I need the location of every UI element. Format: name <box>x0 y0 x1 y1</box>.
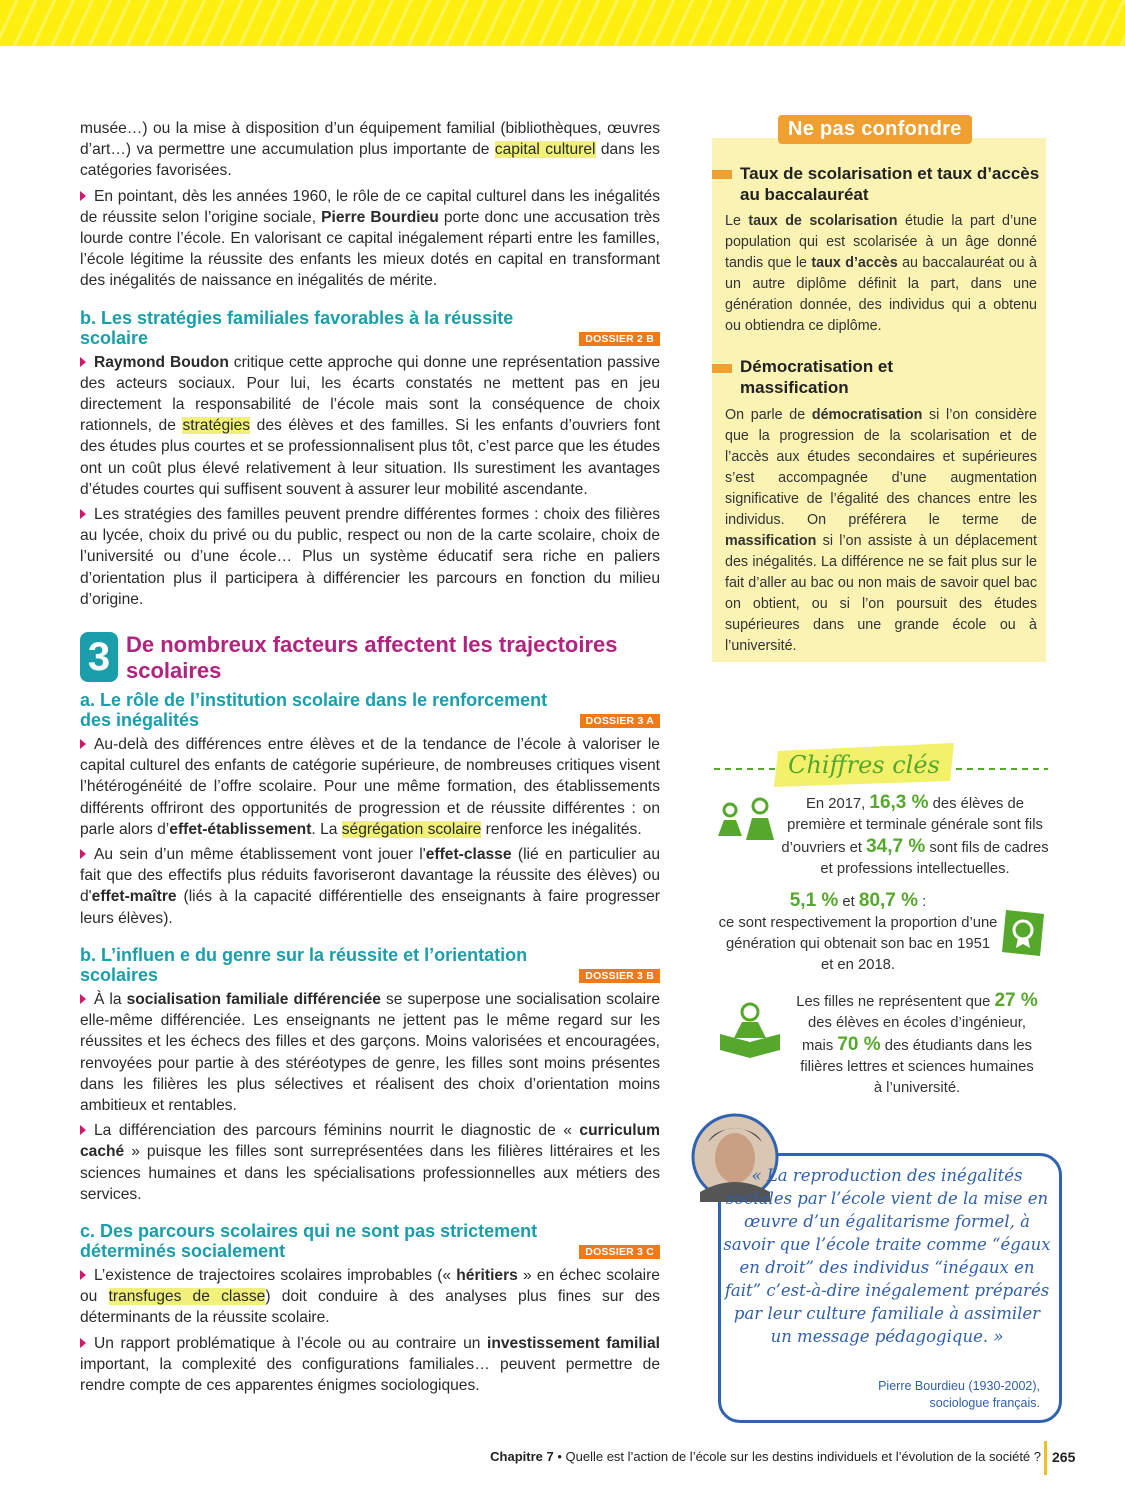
bullet-icon <box>80 994 86 1004</box>
page-footer <box>0 1449 1125 1471</box>
bullet-icon <box>80 849 86 859</box>
ne-pas-confondre-title: Ne pas confondre <box>778 115 972 144</box>
footer-chapter-title: Chapitre 7 • Quelle est l’action de l’école sur les destins individuels et l’évolution de la société ? <box>490 1449 1041 1464</box>
paragraph-effet-classe: Au sein d’un même établissement vont jouer l'effet-classe (lié en particulier au fait que des effectifs plus réduits favoriseront davantage la réussite des élèves) ou d'effet-maître (liés à la capacité différentielle des enseignants à faire progresser leurs élèves). <box>80 846 660 927</box>
section-3-heading: 3 De nombreux facteurs affectent les trajectoires scolaires <box>80 632 660 684</box>
paragraph-bourdieu: En pointant, dès les années 1960, le rôle de ce capital culturel dans les inégalités de réussite selon l’origine sociale, Pierre Bourdieu porte donc une accusation très lourde contre l’école. En valorisant ce capital inégalement réparti entre les familles, l’école légitime la réussite des enfants les mieux dotés en capital en transformant des inégalités de naissance en inégalités de mérite. <box>80 187 660 290</box>
page-number: 265 <box>1052 1449 1076 1465</box>
paragraph-familles: Les stratégies des familles peuvent prendre différentes formes : choix des filières au lycée, choix du privé ou du public, respect ou non de la carte scolaire, choix de l’université ou d’une école… Plus un système éducatif sera riche en paliers d’orientation plus il participera à différencier les parcours en fonction du milieu d’origine. <box>80 506 660 608</box>
section-number: 3 <box>80 632 118 682</box>
quote-author: Pierre Bourdieu (1930-2002), sociologue français. <box>878 1379 1040 1410</box>
bullet-icon <box>80 191 86 201</box>
bullet-icon <box>80 1125 86 1135</box>
dossier-badge: DOSSIER 2 B <box>579 332 660 346</box>
bullet-icon <box>80 1338 86 1348</box>
reading-student-icon <box>716 1000 788 1060</box>
box-heading-taux: Taux de scolarisation et taux d’accès au baccalauréat <box>740 164 1040 204</box>
box-heading-democratisation: Démocratisation et massification <box>740 357 894 397</box>
paragraph-socialisation: À la socialisation familiale différenciée se superpose une socialisation scolaire elle-même différenciée. Les enseignants ne jettent pas le même regard sur les réussites et les échecs des filles et des garçons. Moins valorisées et encouragées, renvoyées pour partie à des stéréotypes de genre, les filles sont moins présentes dans les filières les plus sélectives et réalisent des choix d’orientation moins ambitieux et rentables. <box>80 990 660 1114</box>
key-figure-origine: En 2017, 16,3 % des élèves de première et terminale générale sont fils d’ouvriers et 34,7 % sont fils de cadres et professions intellectuelles. <box>781 792 1049 877</box>
bullet-icon <box>80 1270 86 1280</box>
footer-divider <box>1044 1441 1047 1475</box>
paragraph-boudon: Raymond Boudon critique cette approche qui donne une représentation passive des acteurs sociaux. Pour lui, les écarts constatés ne mettent pas en jeu directement la responsabilité de l’école mais sont la conséquence de choix rationnels, de stratégies des élèves et des familles. Si les enfants d’ouvriers font des études plus courtes et se professionnalisent plus tôt, c’est parce que les études ont un coût plus élevé relativement à leur situation. Ils surestiment les avantages d’études courtes qui suffisent souvent à assurer leur mobilité ascendante. <box>80 353 660 498</box>
bullet-icon <box>80 739 86 749</box>
quote-text: « La reproduction des inégalités sociales par l’école vient de la mise en œuvre d’un égalitarisme formel, à savoir que l’école traite comme “égaux en droit” des individus “inégaux en fait” c’est-à-dire inégalement préparés par leur culture familiale à assimiler un message pédagogique. » <box>723 1166 1051 1346</box>
dossier-badge: DOSSIER 3 A <box>580 714 660 728</box>
subheading-strategies: b. Les stratégies familiales favorables à la réussite scolaire DOSSIER 2 B <box>80 308 660 348</box>
paragraph-capital-culturel: musée…) ou la mise à disposition d’un équipement familial (bibliothèques, œuvres d’art…) va permettre une accumulation plus importante de capital culturel dans les catégories favorisées. <box>80 120 660 180</box>
students-icon <box>716 796 780 844</box>
subheading-genre: b. L’influen e du genre sur la réussite et l’orientation scolaires DOSSIER 3 B <box>80 945 660 985</box>
dossier-badge: DOSSIER 3 B <box>579 969 660 983</box>
dossier-badge: DOSSIER 3 C <box>579 1245 660 1259</box>
main-column <box>80 118 660 1400</box>
bullet-icon <box>80 509 86 519</box>
key-figure-filles: Les filles ne représentent que 27 % des élèves en écoles d’ingénieur, mais 70 % des étudiants dans les filières lettres et sciences humaines à l’université. <box>796 990 1038 1096</box>
box-text-taux: Le taux de scolarisation étudie la part d’une population qui est scolarisée à un âge donné tandis que le taux d’accès au baccalauréat ou à un autre diplôme définit la part, dans une génération donnée, des individus qui a obtenu ou obtiendra ce diplôme. <box>725 213 1038 334</box>
subheading-parcours: c. Des parcours scolaires qui ne sont pas strictement déterminés socialement DOSSIER 3 C <box>80 1221 660 1261</box>
paragraph-trajectoires: L’existence de trajectoires scolaires improbables (« héritiers » en échec scolaire ou transfuges de classe) doit conduire à des analyses plus fines sur des déterminants de la réussite scolaire. <box>80 1266 660 1327</box>
paragraph-curriculum: La différenciation des parcours féminins nourrit le diagnostic de « curriculum caché » puisque les filles sont surreprésentées dans les filières littéraires et les sciences humaines et dans les spécialisations professionnelles aux métiers des services. <box>80 1122 660 1203</box>
key-figure-bac: 5,1 % et 80,7 % : ce sont respectivement la proportion d’une génération qui obtenait son bac en 1951 et en 2018. <box>718 890 998 973</box>
top-decorative-band <box>0 0 1125 46</box>
bullet-icon <box>80 357 86 367</box>
paragraph-effet-etablissement: Au-delà des différences entre élèves et de la tendance de l’école à valoriser le capital culturel des enfants de catégorie supérieure, de nombreuses critiques visent l’hétérogénéité de l’offre scolaire. Pour une même formation, des établissements différents offriront des opportunités de progression et de réussite différentes : on parle alors d’effet-établissement. La ségrégation scolaire renforce les inégalités. <box>80 736 660 838</box>
box-text-democratisation: On parle de démocratisation si l’on considère que la progression de la scolarisation et de l’accès aux études secondaires et supérieures s’est accompagnée d’une augmentation significative de l’égalité des chances entre les individus. On préférera le terme de massification si l’on assiste à un déplacement des inégalités. La différence ne se fait plus sur le fait d’aller au bac ou non mais de savoir quel bac on obtient, ou si l’on poursuit des études supérieures dans une grande école ou à l’université. <box>725 407 1037 654</box>
heading-marker-icon <box>712 170 732 179</box>
chiffres-cles-title: Chiffres clés <box>788 751 940 779</box>
paragraph-investissement: Un rapport problématique à l’école ou au contraire un investissement familial important, la complexité des configurations familiales… peuvent permettre de rendre compte de ces apparentes énigmes sociologiques. <box>80 1334 660 1394</box>
subheading-institution: a. Le rôle de l’institution scolaire dans le renforcement des inégalités DOSSIER 3 A <box>80 690 660 730</box>
heading-marker-icon <box>712 364 732 373</box>
diploma-icon <box>1002 908 1048 958</box>
